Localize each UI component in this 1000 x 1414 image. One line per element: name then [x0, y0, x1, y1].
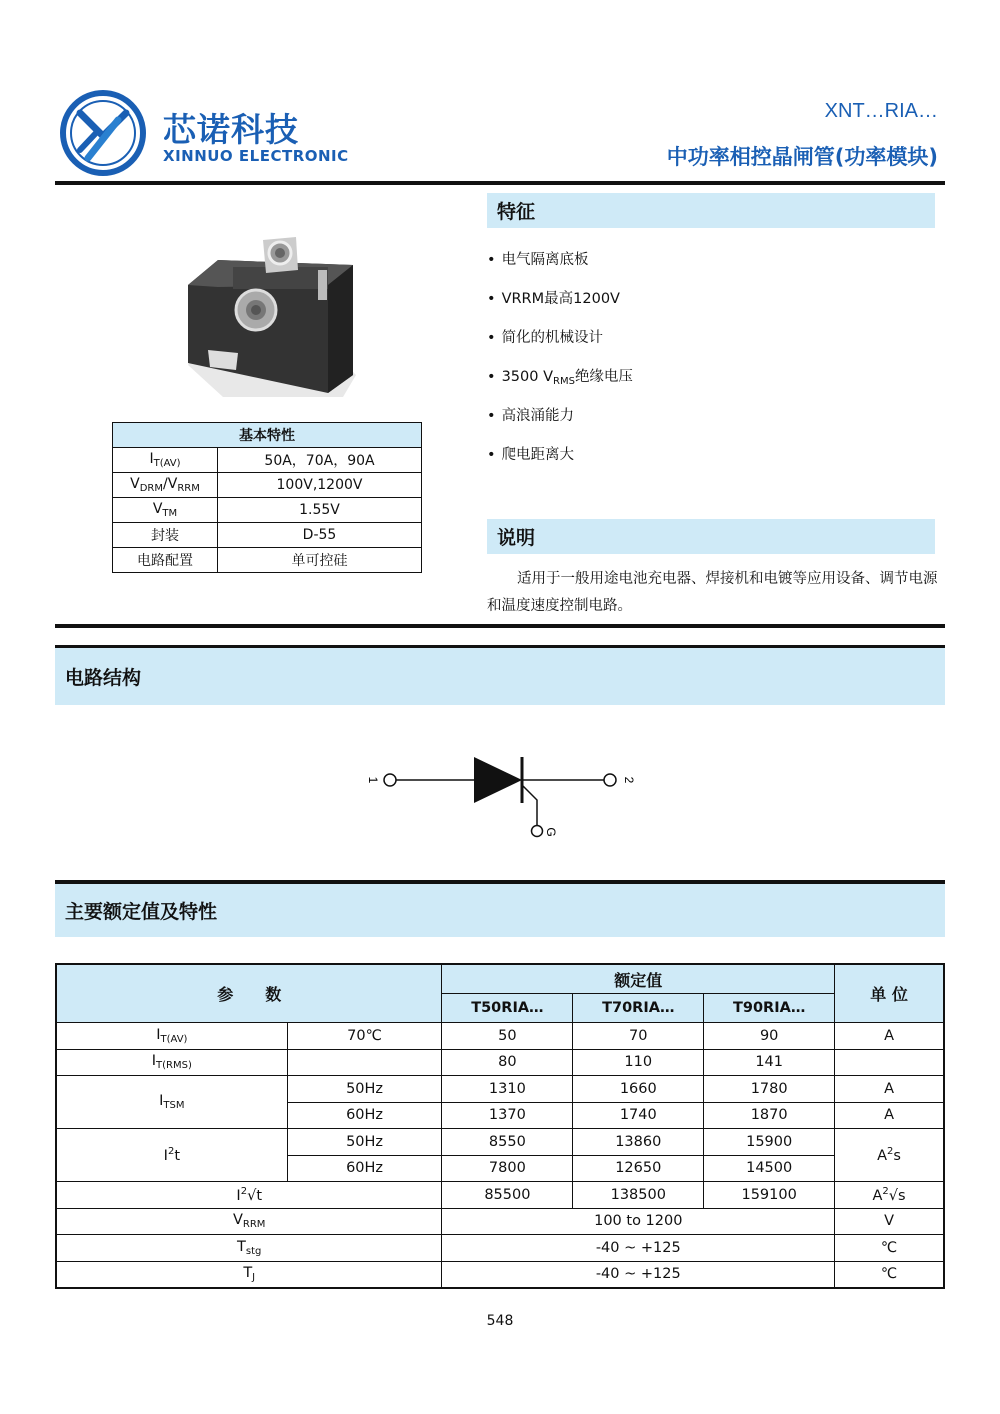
product-photo: [178, 225, 363, 405]
ratings-table: [55, 963, 945, 1289]
model-header: T70RIA…: [573, 994, 704, 1023]
table-row: $V_{RRM}$ 100 to 1200 V: [56, 1208, 944, 1235]
feature-item: • VRRM最高1200V: [487, 291, 620, 307]
unit-header: 单 位: [835, 964, 944, 1023]
table-row: $I_{T(RMS)}$ 80 110 141: [56, 1049, 944, 1076]
param-header: 参 数: [56, 964, 442, 1023]
table-row: $V_{DRM}/V_{RRM}$ 100V,1200V: [113, 473, 422, 498]
table-row: $I_{T(AV)}$ 50A，70A，90A: [113, 448, 422, 473]
feature-item: • 简化的机械设计: [487, 330, 604, 346]
table-row: $I^2t$ 50Hz 8550 13860 15900 $A^2s$: [56, 1129, 944, 1156]
rated-header: 额定值: [442, 964, 835, 994]
pin-1-label: 1: [365, 776, 380, 784]
gate-label: G: [543, 827, 558, 837]
features-heading: 特征: [487, 193, 935, 228]
header-divider: [55, 181, 945, 185]
circuit-diagram: [360, 745, 650, 845]
feature-item: • 爬电距离大: [487, 447, 575, 463]
basic-characteristics-table: [112, 422, 422, 573]
table-row: 60Hz 7800 12650 14500: [56, 1155, 944, 1182]
table-row: $I_{TSM}$ 50Hz 1310 1660 1780 A: [56, 1076, 944, 1103]
table-row: $T_{stg}$ -40 ~ +125 ℃: [56, 1235, 944, 1262]
table-row: 电路配置 单可控硅: [113, 548, 422, 573]
page-number: 548: [486, 1313, 514, 1329]
table-row: $I^2√t$ 85500 138500 159100 $A^2√s$: [56, 1182, 944, 1209]
pin-2-label: 2: [621, 776, 636, 784]
description-text: 适用于一般用途电池充电器、焊接机和电镀等应用设备、调节电源和温度速度控制电路。: [487, 571, 938, 614]
table-row: $T_J$ -40 ~ +125 ℃: [56, 1261, 944, 1288]
table-row: 60Hz 1370 1740 1870 A: [56, 1102, 944, 1129]
brand-name-en: XINNUO ELECTRONIC: [163, 147, 349, 165]
model-header: T90RIA…: [704, 994, 835, 1023]
brand-name-cn: 芯诺科技: [163, 110, 299, 149]
feature-item: • 高浪涌能力: [487, 408, 575, 424]
document-subtitle: 中功率相控晶闸管(功率模块): [666, 145, 938, 169]
table-row: $I_{T(AV)}$ 70℃ 50 70 90 A: [56, 1023, 944, 1050]
table-row: $V_{TM}$ 1.55V: [113, 498, 422, 523]
company-logo: [58, 88, 148, 178]
model-header: T50RIA…: [442, 994, 573, 1023]
basic-table-title: 基本特性: [113, 423, 422, 448]
section-divider: [55, 624, 945, 628]
table-row: 封装 D-55: [113, 523, 422, 548]
model-number: XNT…RIA…: [824, 100, 938, 122]
circuit-heading: 电路结构: [55, 648, 945, 705]
ratings-heading: 主要额定值及特性: [55, 884, 945, 937]
description-heading: 说明: [487, 519, 935, 554]
feature-item: • 3500 $V_{RMS}$绝缘电压: [487, 369, 633, 387]
feature-item: • 电气隔离底板: [487, 252, 589, 268]
